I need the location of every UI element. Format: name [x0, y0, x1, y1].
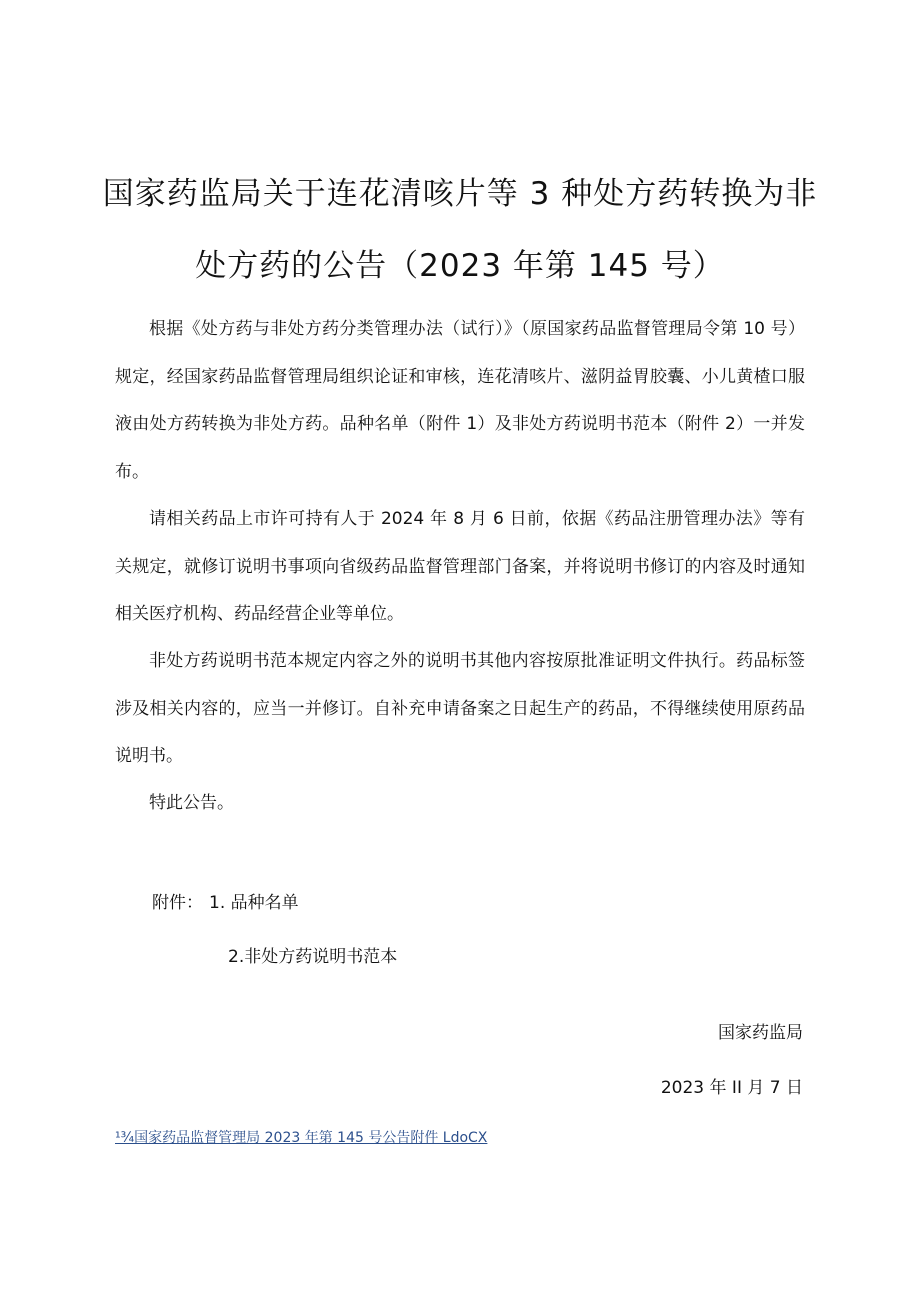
document-title-line-2: 处方药的公告（2023 年第 145 号）: [195, 248, 725, 284]
body-paragraph-other-content: 非处方药说明书范本规定内容之外的说明书其他内容按原批准证明文件执行。药品标签涉及相关内容的，应当一并修订。自补充申请备案之日起生产的药品，不得继续使用原药品说明书。: [115, 651, 805, 766]
issuer-name: 国家药监局: [718, 1023, 803, 1043]
attachments-label: 附件：: [152, 893, 203, 913]
attachment-download-link[interactable]: ¹¾国家药品监督管理局 2023 年第 145 号公告附件 LdoCX: [115, 1130, 488, 1146]
attachment-item-2: 2.非处方药说明书范本: [228, 947, 398, 967]
document-title-line-1: 国家药监局关于连花清咳片等 3 种处方药转换为非: [102, 176, 818, 212]
body-paragraph-legal-basis: 根据《处方药与非处方药分类管理办法（试行）》（原国家药品监督管理局令第 10 号）规定，经国家药品监督管理局组织论证和审核，连花清咳片、滋阴益胃胶囊、小儿黄楂口服液由处方药转换为非处方药。品种名单（附件 1）及非处方药说明书范本（附件 2）一并发布。: [115, 319, 805, 482]
attachment-item-1: 1. 品种名单: [209, 893, 299, 913]
body-paragraph-closing: 特此公告。: [149, 793, 234, 813]
issue-date: 2023 年 II 月 7 日: [660, 1078, 803, 1098]
body-paragraph-filing-requirement: 请相关药品上市许可持有人于 2024 年 8 月 6 日前，依据《药品注册管理办法》等有关规定，就修订说明书事项向省级药品监督管理部门备案，并将说明书修订的内容及时通知相关医疗机构、药品经营企业等单位。: [115, 509, 805, 624]
